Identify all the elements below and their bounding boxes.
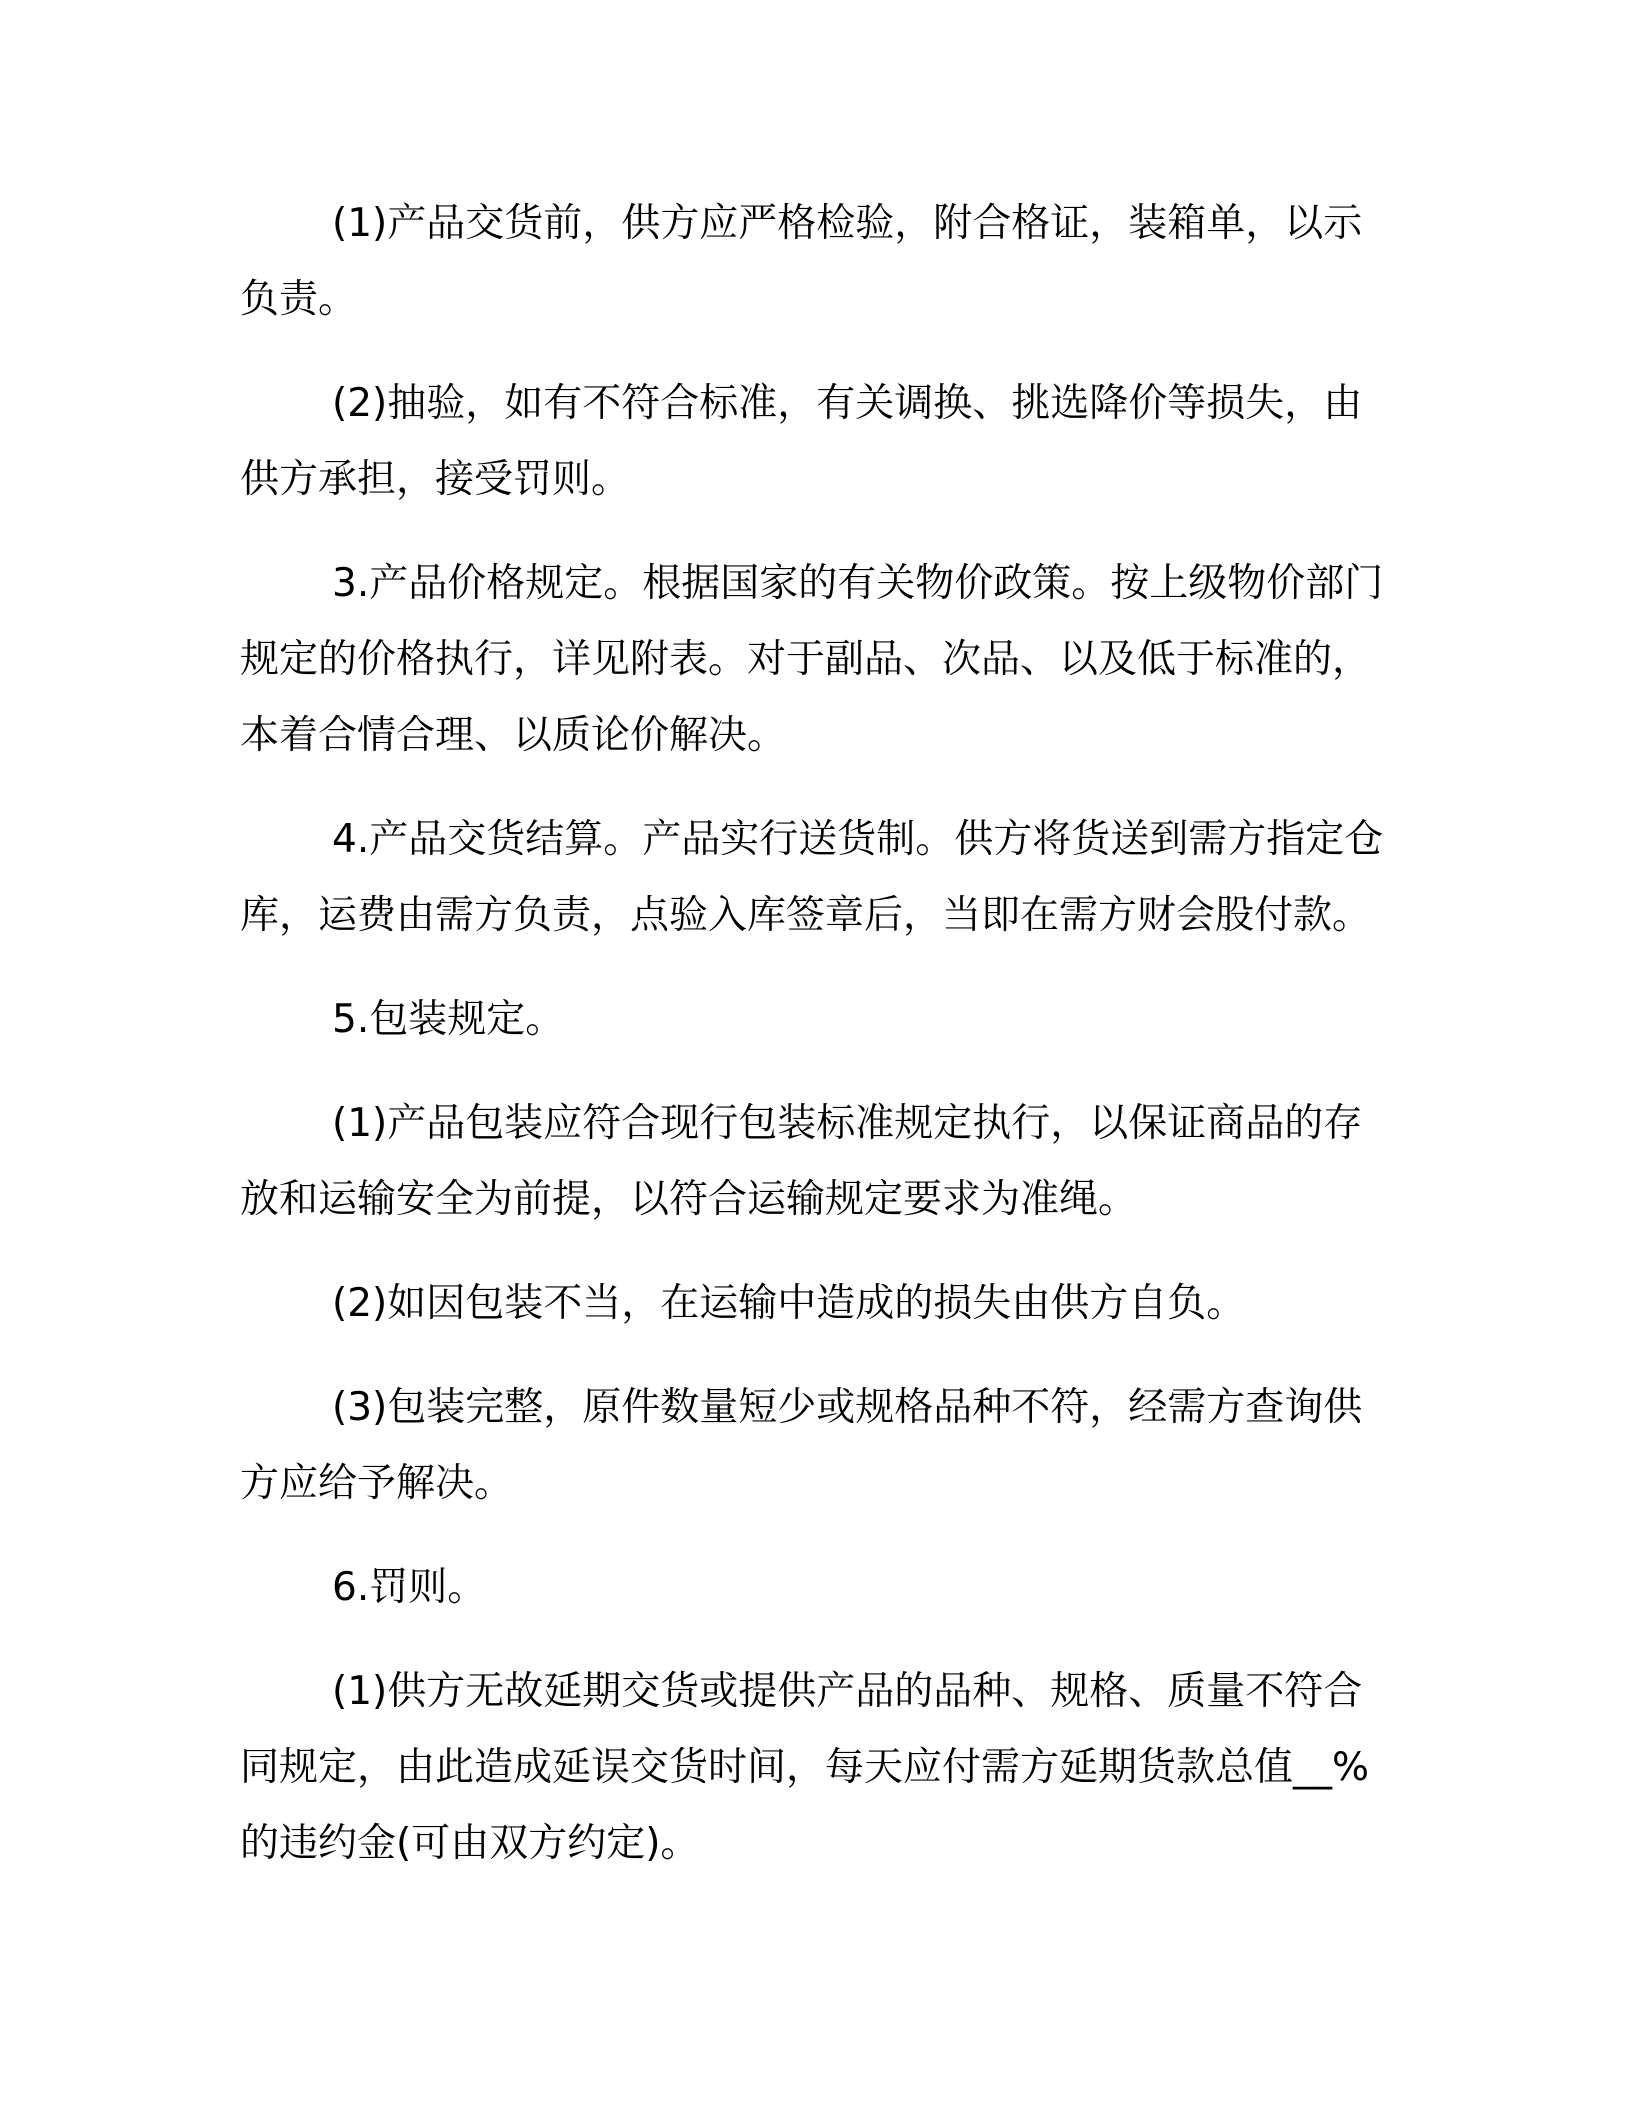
paragraph-price-rules: 3.产品价格规定。根据国家的有关物价政策。按上级物价部门规定的价格执行，详见附表。对于副品、次品、以及低于标准的，本着合情合理、以质论价解决。 (240, 561, 1384, 758)
paragraph-inspection-before-delivery: (1)产品交货前，供方应严格检验，附合格证，装箱单，以示负责。 (240, 201, 1363, 322)
paragraph-delivery-settlement: 4.产品交货结算。产品实行送货制。供方将货送到需方指定仓库，运费由需方负责，点验入库签章后，当即在需方财会股付款。 (240, 817, 1384, 938)
paragraph-penalty-heading: 6.罚则。 (332, 1565, 487, 1610)
document-body (240, 186, 1390, 1882)
paragraph-packaging-heading: 5.包装规定。 (332, 997, 565, 1042)
paragraph-packaging-standard: (1)产品包装应符合现行包装标准规定执行，以保证商品的存放和运输安全为前提，以符合运输规定要求为准绳。 (240, 1101, 1363, 1222)
paragraph-late-delivery-penalty: (1)供方无故延期交货或提供产品的品种、规格、质量不符合同规定，由此造成延误交货时间，每天应付需方延期货款总值__%的违约金(可由双方约定)。 (240, 1669, 1370, 1866)
paragraph-sampling-inspection: (2)抽验，如有不符合标准，有关调换、挑选降价等损失，由供方承担，接受罚则。 (240, 381, 1363, 502)
paragraph-packaging-shortage: (3)包装完整，原件数量短少或规格品种不符，经需方查询供方应给予解决。 (240, 1385, 1363, 1506)
paragraph-packaging-loss: (2)如因包装不当，在运输中造成的损失由供方自负。 (332, 1281, 1246, 1326)
